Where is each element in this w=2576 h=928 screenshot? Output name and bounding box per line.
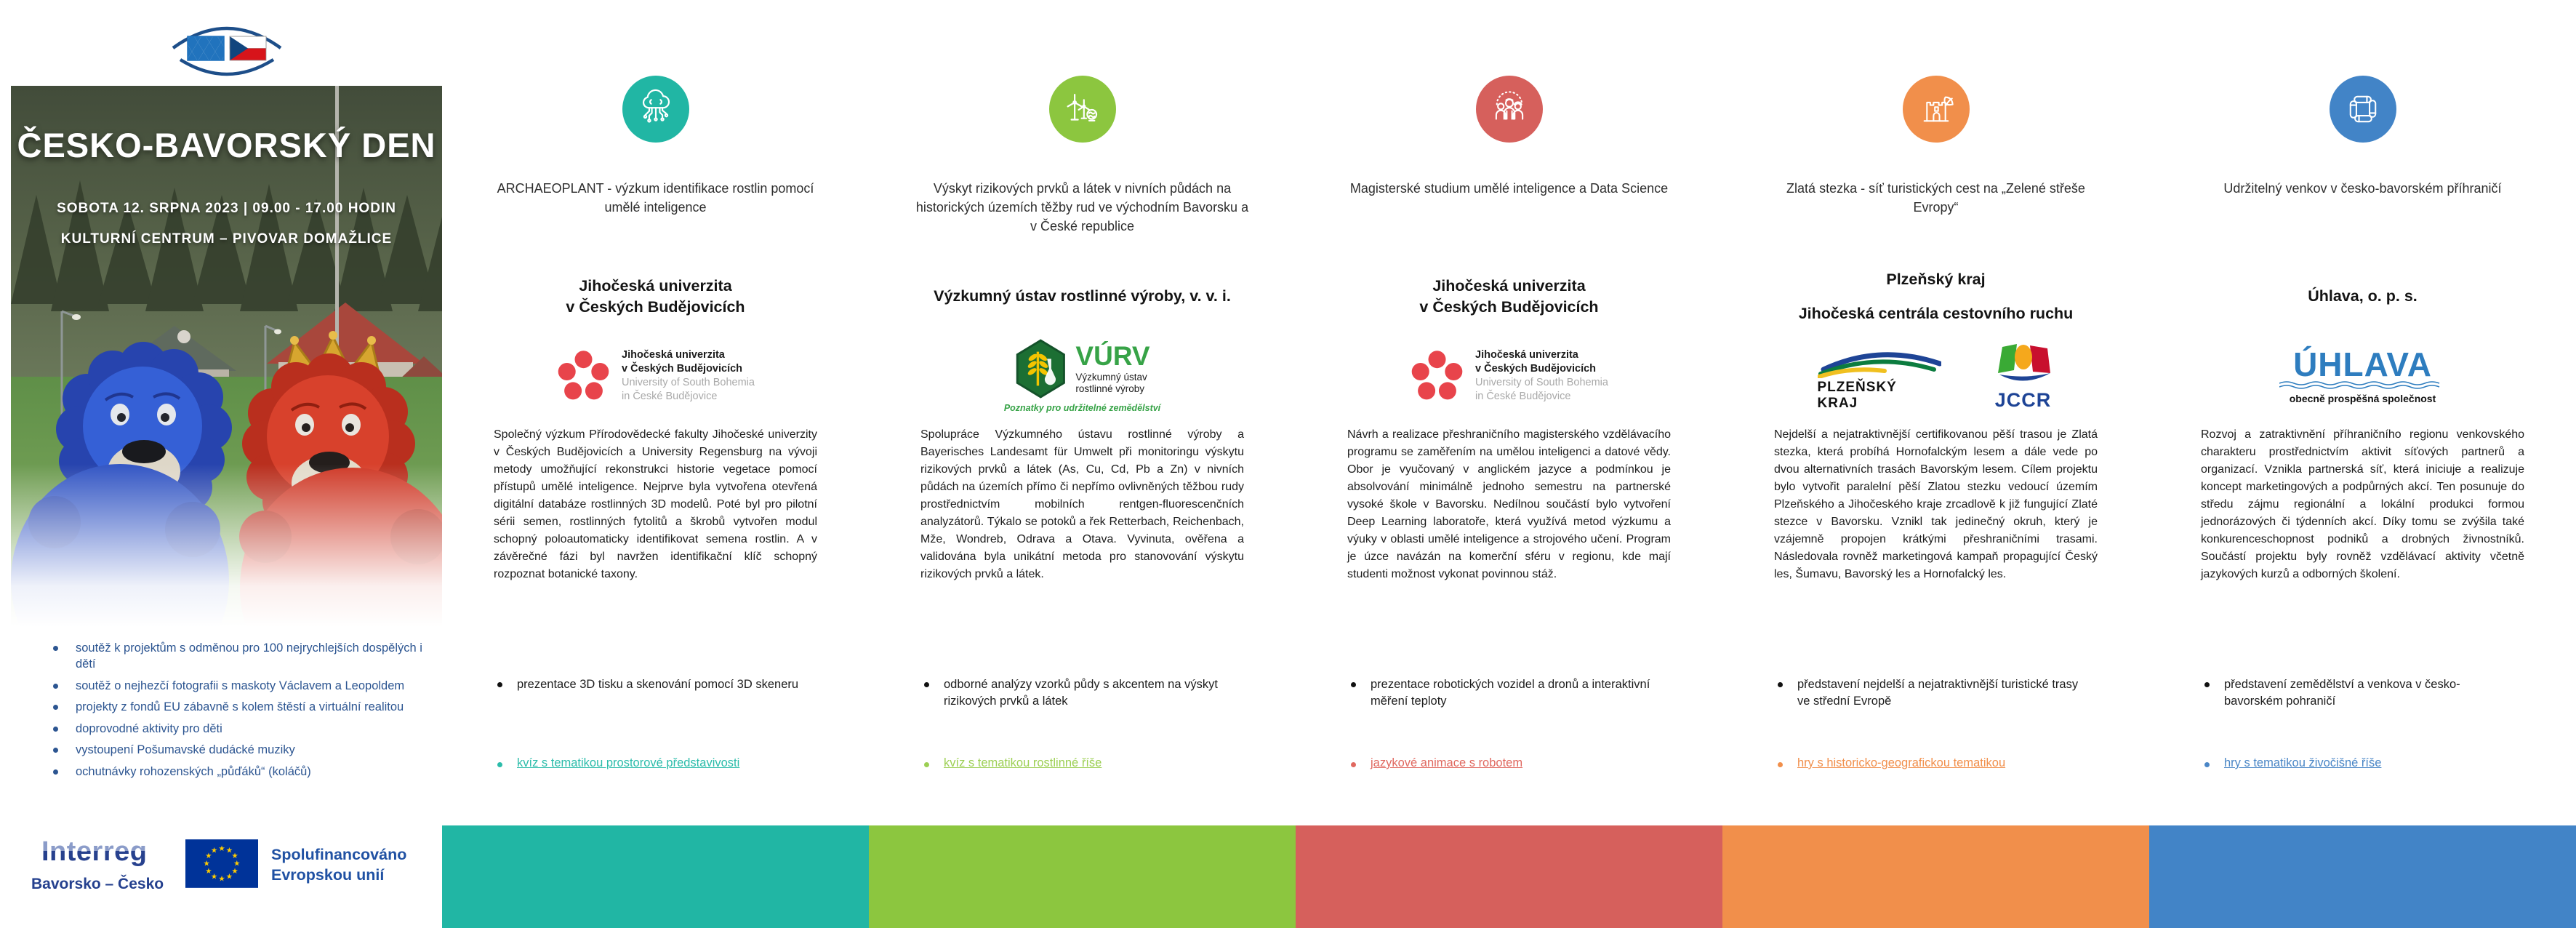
logo-text-line: Výzkumný ústav	[1075, 371, 1147, 383]
list-item	[53, 699, 428, 715]
bullet-dot-icon	[53, 705, 58, 710]
logo-text-line: JCCR	[1994, 388, 2052, 411]
oval-bottom-arc	[180, 60, 273, 74]
project-description: Návrh a realizace přeshraničního magisterského vzdělávacího programu se zaměřením na umělou inteligenci a datové vědy. Obor je vyučovaný v anglickém jazyce a podmínkou je absolvování minimálně jednoho semestru na partnerské vysoké škole v Bavorsku. Nedílnou součástí bylo vytvoření Deep Learning laboratoře, která využívá metod výzkumu a výuky v oblasti umělé inteligence a strojového učení. Program je úzce navázán na komerční sféru v regionu, kde mají studenti možnost vykonat povinnou stáž.	[1347, 428, 1671, 580]
activity-text: prezentace 3D tisku a skenování pomocí 3D skeneru	[517, 678, 799, 691]
activity-text: představení zemědělství a venkova v česko-bavorském pohraničí	[2224, 678, 2460, 708]
org-line: Úhlava, o. p. s.	[2308, 287, 2417, 305]
bullet-dot-icon	[2204, 682, 2210, 687]
svg-text:★: ★	[231, 852, 238, 861]
project-activity	[2204, 676, 2517, 711]
list-item-text: vystoupení Pošumavské dudácké muziky	[76, 743, 295, 757]
project-column-soil-risk	[869, 0, 1296, 928]
project-description: Spolupráce Výzkumného ústavu rostlinné výroby a Bayerisches Landesamt für Umwelt při monitoringu výskytu rizikových prvků a látek (As, Cu, Cd, Pb a Zn) v nivních půdách na územích přímo či nepřímo ovlivněných těžbou rudy prostřednictvím mobilních rentgen-fluorescenčních analyzátorů. Týkalo se potoků a řek Retterbach, Reichenbach, Mže, Wondreb, Odrava a Otava. Vyvinuta, ověřena a validována byla unikátní metoda pro stanovování výskytu rizikových prvků a látek.	[920, 428, 1244, 580]
svg-text:★: ★	[218, 844, 225, 853]
logo-text-line: v Českých Budějovicích	[1475, 363, 1597, 375]
org-line: Jihočeská centrála cestovního ruchu	[1798, 305, 2074, 322]
eu-funding-line1: Spolufinancováno	[271, 846, 407, 863]
castle-leaf-icon	[1903, 76, 1970, 143]
photo-bottom-fade	[11, 464, 442, 627]
hands-cooperation-icon	[2330, 76, 2396, 143]
jcu-flower-icon	[1410, 350, 1464, 402]
bavaria-czech-flags-logo	[169, 4, 285, 88]
accent-bar-orange	[1722, 825, 2149, 928]
project-column-golden-trail	[1722, 0, 2149, 928]
organization-name	[1313, 256, 1706, 337]
list-item-text: projekty z fondů EU zábavně s kolem štěstí a virtuální realitou	[76, 700, 404, 714]
logo-text-line: University of South Bohemia	[622, 377, 755, 388]
svg-text:★: ★	[210, 872, 218, 881]
quiz-link-row	[1351, 756, 1671, 770]
bullet-dot-icon	[497, 682, 502, 687]
plzensky-kraj-arcs-icon	[1818, 348, 1941, 378]
bullet-dot-icon	[53, 727, 58, 732]
project-column-rural	[2149, 0, 2576, 928]
list-item	[53, 721, 428, 737]
bullet-dot-icon	[924, 682, 929, 687]
interreg-logo: Interreg	[41, 836, 148, 867]
jcu-flower-icon	[556, 350, 610, 402]
project-column-ai-masters	[1296, 0, 1722, 928]
organization-name	[1740, 256, 2132, 337]
accent-bar-blue	[2149, 825, 2576, 928]
list-item-text: soutěž k projektům s odměnou pro 100 nejrychlejších dospělých i dětí	[76, 641, 422, 671]
quiz-link[interactable]: jazykové animace s robotem	[1371, 756, 1523, 769]
eu-flag-icon	[185, 839, 258, 892]
people-icon	[1476, 76, 1543, 143]
event-schedule: SOBOTA 12. SRPNA 2023 | 09.00 - 17.00 HODIN	[57, 201, 396, 216]
project-activity	[1778, 676, 2090, 711]
accent-bar-red	[1296, 825, 1722, 928]
accent-bar-teal	[442, 825, 869, 928]
project-activity	[1351, 676, 1664, 711]
jcu-logo	[556, 329, 755, 423]
project-description: Společný výzkum Přírodovědecké fakulty Jihočeské univerzity v Českých Budějovicích a University Regensburg na vývoji metody umožňující rekonstrukci historie vegetace pomocí přístupů umělé inteligence. Nejprve byla vytvořena otevřená digitální databáze rostlinných 3D modelů. Poté byl pro pilotní sérii semen, rostlinných fytolitů a škrobů vytvořen modul schopný poloautomaticky identifikovat semena rostlin. A v závěrečné fázi byl navržen identifikační klíč schopný rozpoznat botanické taxony.	[494, 428, 817, 580]
organization-name	[2167, 256, 2559, 337]
jccr-logo	[1992, 341, 2055, 412]
project-title: Udržitelný venkov v česko-bavorském příhraničí	[2223, 181, 2502, 196]
event-venue: KULTURNÍ CENTRUM – PIVOVAR DOMAŽLICE	[60, 231, 393, 247]
project-title: Výskyt rizikových prvků a látek v nivních půdách na historických územích těžby rud ve východním Bavorsku a v České republice	[915, 181, 1249, 234]
uhlava-logo	[2279, 329, 2447, 423]
svg-text:★: ★	[218, 874, 225, 884]
list-item	[53, 742, 428, 758]
project-activity	[497, 676, 810, 693]
logo-text-line: Jihočeská univerzita	[1475, 349, 1578, 361]
partner-logos	[1818, 329, 2055, 423]
list-item	[53, 640, 428, 673]
project-description: Rozvoj a zatraktivnění příhraničního regionu venkovského charakteru prostřednictvím aktivit síťových partnerů a organizací. Vznikla partnerská síť, která iniciuje a realizuje koncept marketingových a podpůrných akcí. Ten posunuje do středu zájmu regionální a lokální produkci formou jednorázových či týdenních akcí. Díky tomu se zvýšila také konkurenceschopnost podniků a drobných živnostníků. Součástí projektu byly rovněž vzdělávací aktivity včetně jazykových kurzů a odborných školení.	[2201, 428, 2524, 580]
logo-text-line: rostlinné výroby	[1075, 383, 1144, 394]
interreg-region-label: Bavorsko – Česko	[31, 876, 164, 892]
activity-text: představení nejdelší a nejatraktivnější turistické trasy ve střední Evropě	[1797, 678, 2079, 708]
logo-text-line: v Českých Budějovicích	[622, 363, 743, 375]
ai-cloud-icon	[622, 76, 689, 143]
org-line: Jihočeská univerzita	[579, 276, 732, 295]
org-line: Plzeňský kraj	[1886, 270, 1986, 288]
svg-text:★: ★	[205, 852, 212, 861]
quiz-link[interactable]: kvíz s tematikou rostlinné říše	[944, 756, 1102, 769]
org-line: v Českých Budějovicích	[1419, 298, 1599, 316]
org-line: Jihočeská univerzita	[1432, 276, 1586, 295]
logo-text-line: PLZEŇSKÝ KRAJ	[1817, 379, 1897, 411]
organization-name	[460, 256, 852, 337]
bullet-dot-icon	[1778, 762, 1783, 767]
logo-text-line: Jihočeská univerzita	[622, 349, 725, 361]
vurv-hexagon-icon	[1014, 339, 1067, 399]
bullet-dot-icon	[53, 769, 58, 775]
svg-text:★: ★	[225, 846, 233, 855]
quiz-link-row	[924, 756, 1244, 770]
org-line: Výzkumný ústav rostlinné výroby, v. v. i.	[934, 287, 1231, 305]
czech-flag	[230, 36, 266, 60]
organization-name	[886, 256, 1279, 337]
list-item-text: soutěž o nejhezčí fotografii s maskoty Václavem a Leopoldem	[76, 679, 405, 692]
svg-text:★: ★	[233, 859, 241, 868]
project-activity	[924, 676, 1237, 711]
uhlava-waves-icon	[2279, 381, 2447, 390]
plzensky-kraj-logo	[1818, 348, 1941, 412]
bullet-dot-icon	[1351, 682, 1356, 687]
org-line: v Českých Budějovicích	[566, 298, 745, 316]
event-activities-list	[53, 640, 428, 785]
bullet-dot-icon	[2204, 762, 2210, 767]
quiz-link[interactable]: hry s tematikou živočišné říše	[2224, 756, 2382, 769]
project-title: Zlatá stezka - síť turistických cest na „Zelené střeše Evropy“	[1786, 181, 2085, 215]
bullet-dot-icon	[53, 646, 58, 651]
logo-acronym: VÚRV	[1075, 340, 1150, 371]
svg-text:★: ★	[231, 867, 238, 876]
quiz-link-row	[2204, 756, 2524, 770]
bullet-dot-icon	[924, 762, 929, 767]
svg-text:★: ★	[225, 872, 233, 881]
logo-text-line: in České Budějovice	[1475, 390, 1571, 402]
project-column-archaeoplant	[442, 0, 869, 928]
vurv-logo	[1004, 329, 1160, 423]
accent-bar-green	[869, 825, 1296, 928]
quiz-link-row	[497, 756, 817, 770]
list-item-text: doprovodné aktivity pro děti	[76, 721, 222, 735]
quiz-link[interactable]: kvíz s tematikou prostorové představivosti	[517, 756, 740, 769]
list-item-text: ochutnávky rohozenských „půďáků“ (koláčů)	[76, 764, 311, 778]
list-item	[53, 764, 428, 780]
project-description: Nejdelší a nejatraktivnější certifikovanou pěší trasou je Zlatá stezka, která probíhá Hornofalckým lesem a dále vede po dvou alternativních trasách Bavorským lesem. Cílem projektu bylo vytvořit paralelní pěší Zlatou stezku vedoucí územím Plzeňského a Jihočeského kraje zrcadlově k již fungující Zlaté stezce v Bavorsku. Vznikl tak jedinečný okruh, který je vzájemně propojen krátkými přeshraničními trasami. Následovala rovněž marketingová kampaň propagující Český les, Šumavu, Bavorský les a Hornofalcký les.	[1774, 428, 2098, 580]
wind-energy-icon	[1049, 76, 1116, 143]
activity-text: odborné analýzy vzorků půdy s akcentem na výskyt rizikových prvků a látek	[944, 678, 1218, 708]
project-title: Magisterské studium umělé inteligence a Data Science	[1349, 181, 1669, 196]
logo-tagline: obecně prospěšná společnost	[2289, 393, 2436, 404]
svg-text:★: ★	[210, 846, 218, 855]
project-title: ARCHAEOPLANT - výzkum identifikace rostlin pomocí umělé inteligence	[497, 181, 814, 215]
event-photo	[11, 86, 442, 627]
svg-text:★: ★	[205, 867, 212, 876]
bullet-dot-icon	[53, 684, 58, 689]
eu-funding-label	[271, 845, 406, 886]
logo-tagline: Poznatky pro udržitelné zemědělství	[1003, 403, 1161, 413]
bullet-dot-icon	[497, 762, 502, 767]
list-item	[53, 678, 428, 694]
bullet-dot-icon	[1351, 762, 1356, 767]
eu-funding-line2: Evropskou unií	[271, 865, 385, 884]
logo-text-line: in České Budějovice	[622, 390, 718, 402]
jccr-mark-icon	[1992, 341, 2055, 389]
logo-wordmark: ÚHLAVA	[2293, 345, 2432, 383]
quiz-link[interactable]: hry s historicko-geografickou tematikou	[1797, 756, 2006, 769]
bullet-dot-icon	[1778, 682, 1783, 687]
event-title: ČESKO-BAVORSKÝ DEN	[17, 126, 436, 164]
logo-text-line: University of South Bohemia	[1475, 377, 1608, 388]
activity-text: prezentace robotických vozidel a dronů a interaktivní měření teploty	[1371, 678, 1650, 708]
jcu-logo	[1410, 329, 1608, 423]
svg-text:★: ★	[203, 859, 210, 868]
funding-logos	[31, 835, 438, 915]
bullet-dot-icon	[53, 748, 58, 753]
quiz-link-row	[1778, 756, 2098, 770]
bavaria-flag	[188, 36, 224, 60]
event-panel	[11, 0, 442, 928]
